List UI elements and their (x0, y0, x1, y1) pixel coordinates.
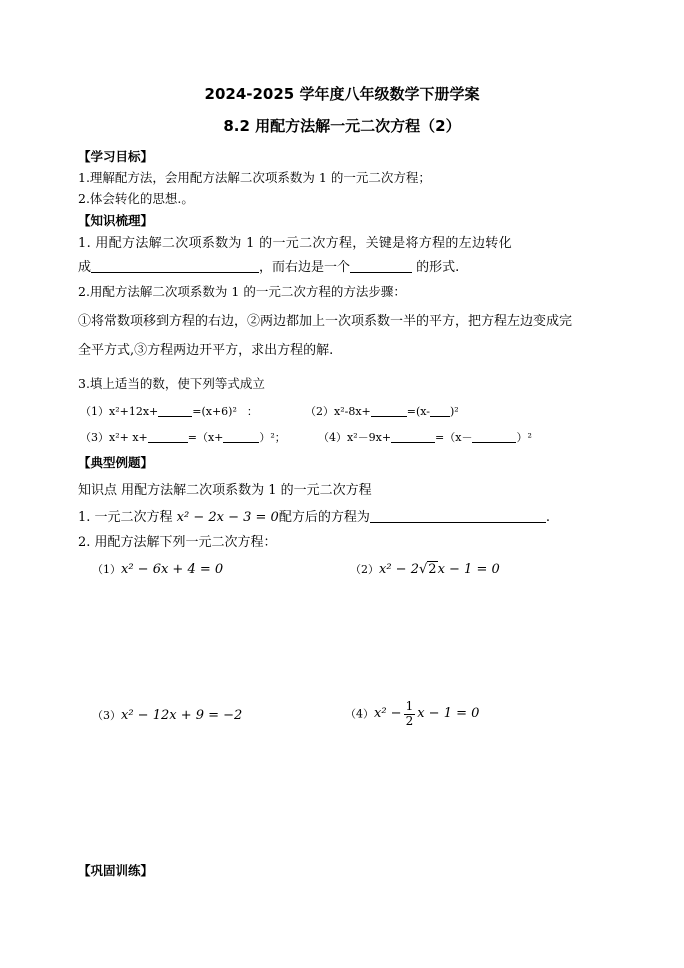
example-1-equation: x² − 2x − 3 = 0 (176, 510, 279, 525)
goal-item-1: 1.理解配方法，会用配方法解二次项系数为 1 的一元二次方程； (78, 170, 431, 185)
problem-3-equation: x² − 12x + 9 = −2 (121, 708, 243, 723)
q1-post: 的形式. (412, 260, 460, 275)
fill-item-3: （3）x²+ x+ =（x+ ）²； (80, 431, 286, 444)
fill-3-blank-1[interactable] (148, 430, 188, 443)
goal-item-2: 2.体会转化的思想.。 (78, 191, 194, 206)
knowledge-heading: 【知识梳理】 (78, 213, 154, 228)
knowledge-steps-line1: ①将常数项移到方程的右边，②两边都加上一次项系数一半的平方，把方程左边变成完 (78, 314, 573, 329)
fill-item-4: （4）x²－9x+ =（x－ ）² (318, 431, 532, 444)
fill-2-blank-1[interactable] (371, 404, 407, 417)
example-1-blank[interactable] (370, 510, 546, 523)
knowledge-q1-line2 (78, 260, 459, 275)
fill-item-1: （1）x²+12x+ =(x+6)² ： (80, 405, 258, 418)
fraction-one-half: $\frac{1}{2}$ (405, 699, 414, 728)
knowledge-steps-line2: 全平方式,③方程两边开平方，求出方程的解. (78, 343, 334, 358)
fill-2-blank-2[interactable] (430, 404, 450, 417)
problem-1: （1）x² − 6x + 4 = 0 (92, 562, 224, 577)
goals-heading: 【学习目标】 (78, 149, 154, 164)
knowledge-q3: 3.填上适当的数，使下列等式成立 (78, 376, 265, 391)
examples-heading: 【典型例题】 (78, 455, 154, 470)
fill-4-blank-2[interactable] (472, 430, 516, 443)
problem-1-equation: x² − 6x + 4 = 0 (121, 562, 224, 577)
q1-pre: 成 (78, 260, 92, 275)
q1-mid: ，而右边是一个 (259, 260, 351, 275)
q1-blank-1[interactable] (91, 260, 259, 273)
knowledge-q1-line1: 1. 用配方法解二次项系数为 1 的一元二次方程，关键是将方程的左边转化 (78, 236, 512, 251)
q1-blank-2[interactable] (350, 260, 412, 273)
fill-4-blank-1[interactable] (391, 430, 435, 443)
page-title: 2024-2025 学年度八年级数学下册学案 (204, 85, 480, 103)
fill-1-blank[interactable] (158, 404, 192, 417)
sqrt-symbol: √2 (418, 562, 437, 577)
examples-point: 知识点 用配方法解二次项系数为 1 的一元二次方程 (78, 483, 372, 498)
fill-3-blank-2[interactable] (223, 430, 259, 443)
page-subtitle: 8.2 用配方法解一元二次方程（2） (223, 117, 461, 135)
practice-heading: 【巩固训练】 (78, 863, 154, 878)
problem-4: （4）x² − $\frac{1}{2}$ x − 1 = 0 (345, 699, 480, 728)
example-1: 1. 一元二次方程 x² − 2x − 3 = 0配方后的方程为 . (78, 510, 550, 525)
example-2: 2. 用配方法解下列一元二次方程： (78, 535, 277, 550)
knowledge-q2: 2.用配方法解二次项系数为 1 的一元二次方程的方法步骤： (78, 284, 406, 299)
fill-item-2: （2）x²-8x+ =(x- )² (305, 405, 459, 418)
problem-3: （3）x² − 12x + 9 = −2 (92, 708, 243, 723)
problem-2: （2）x² − 2√2x − 1 = 0 (350, 562, 500, 577)
